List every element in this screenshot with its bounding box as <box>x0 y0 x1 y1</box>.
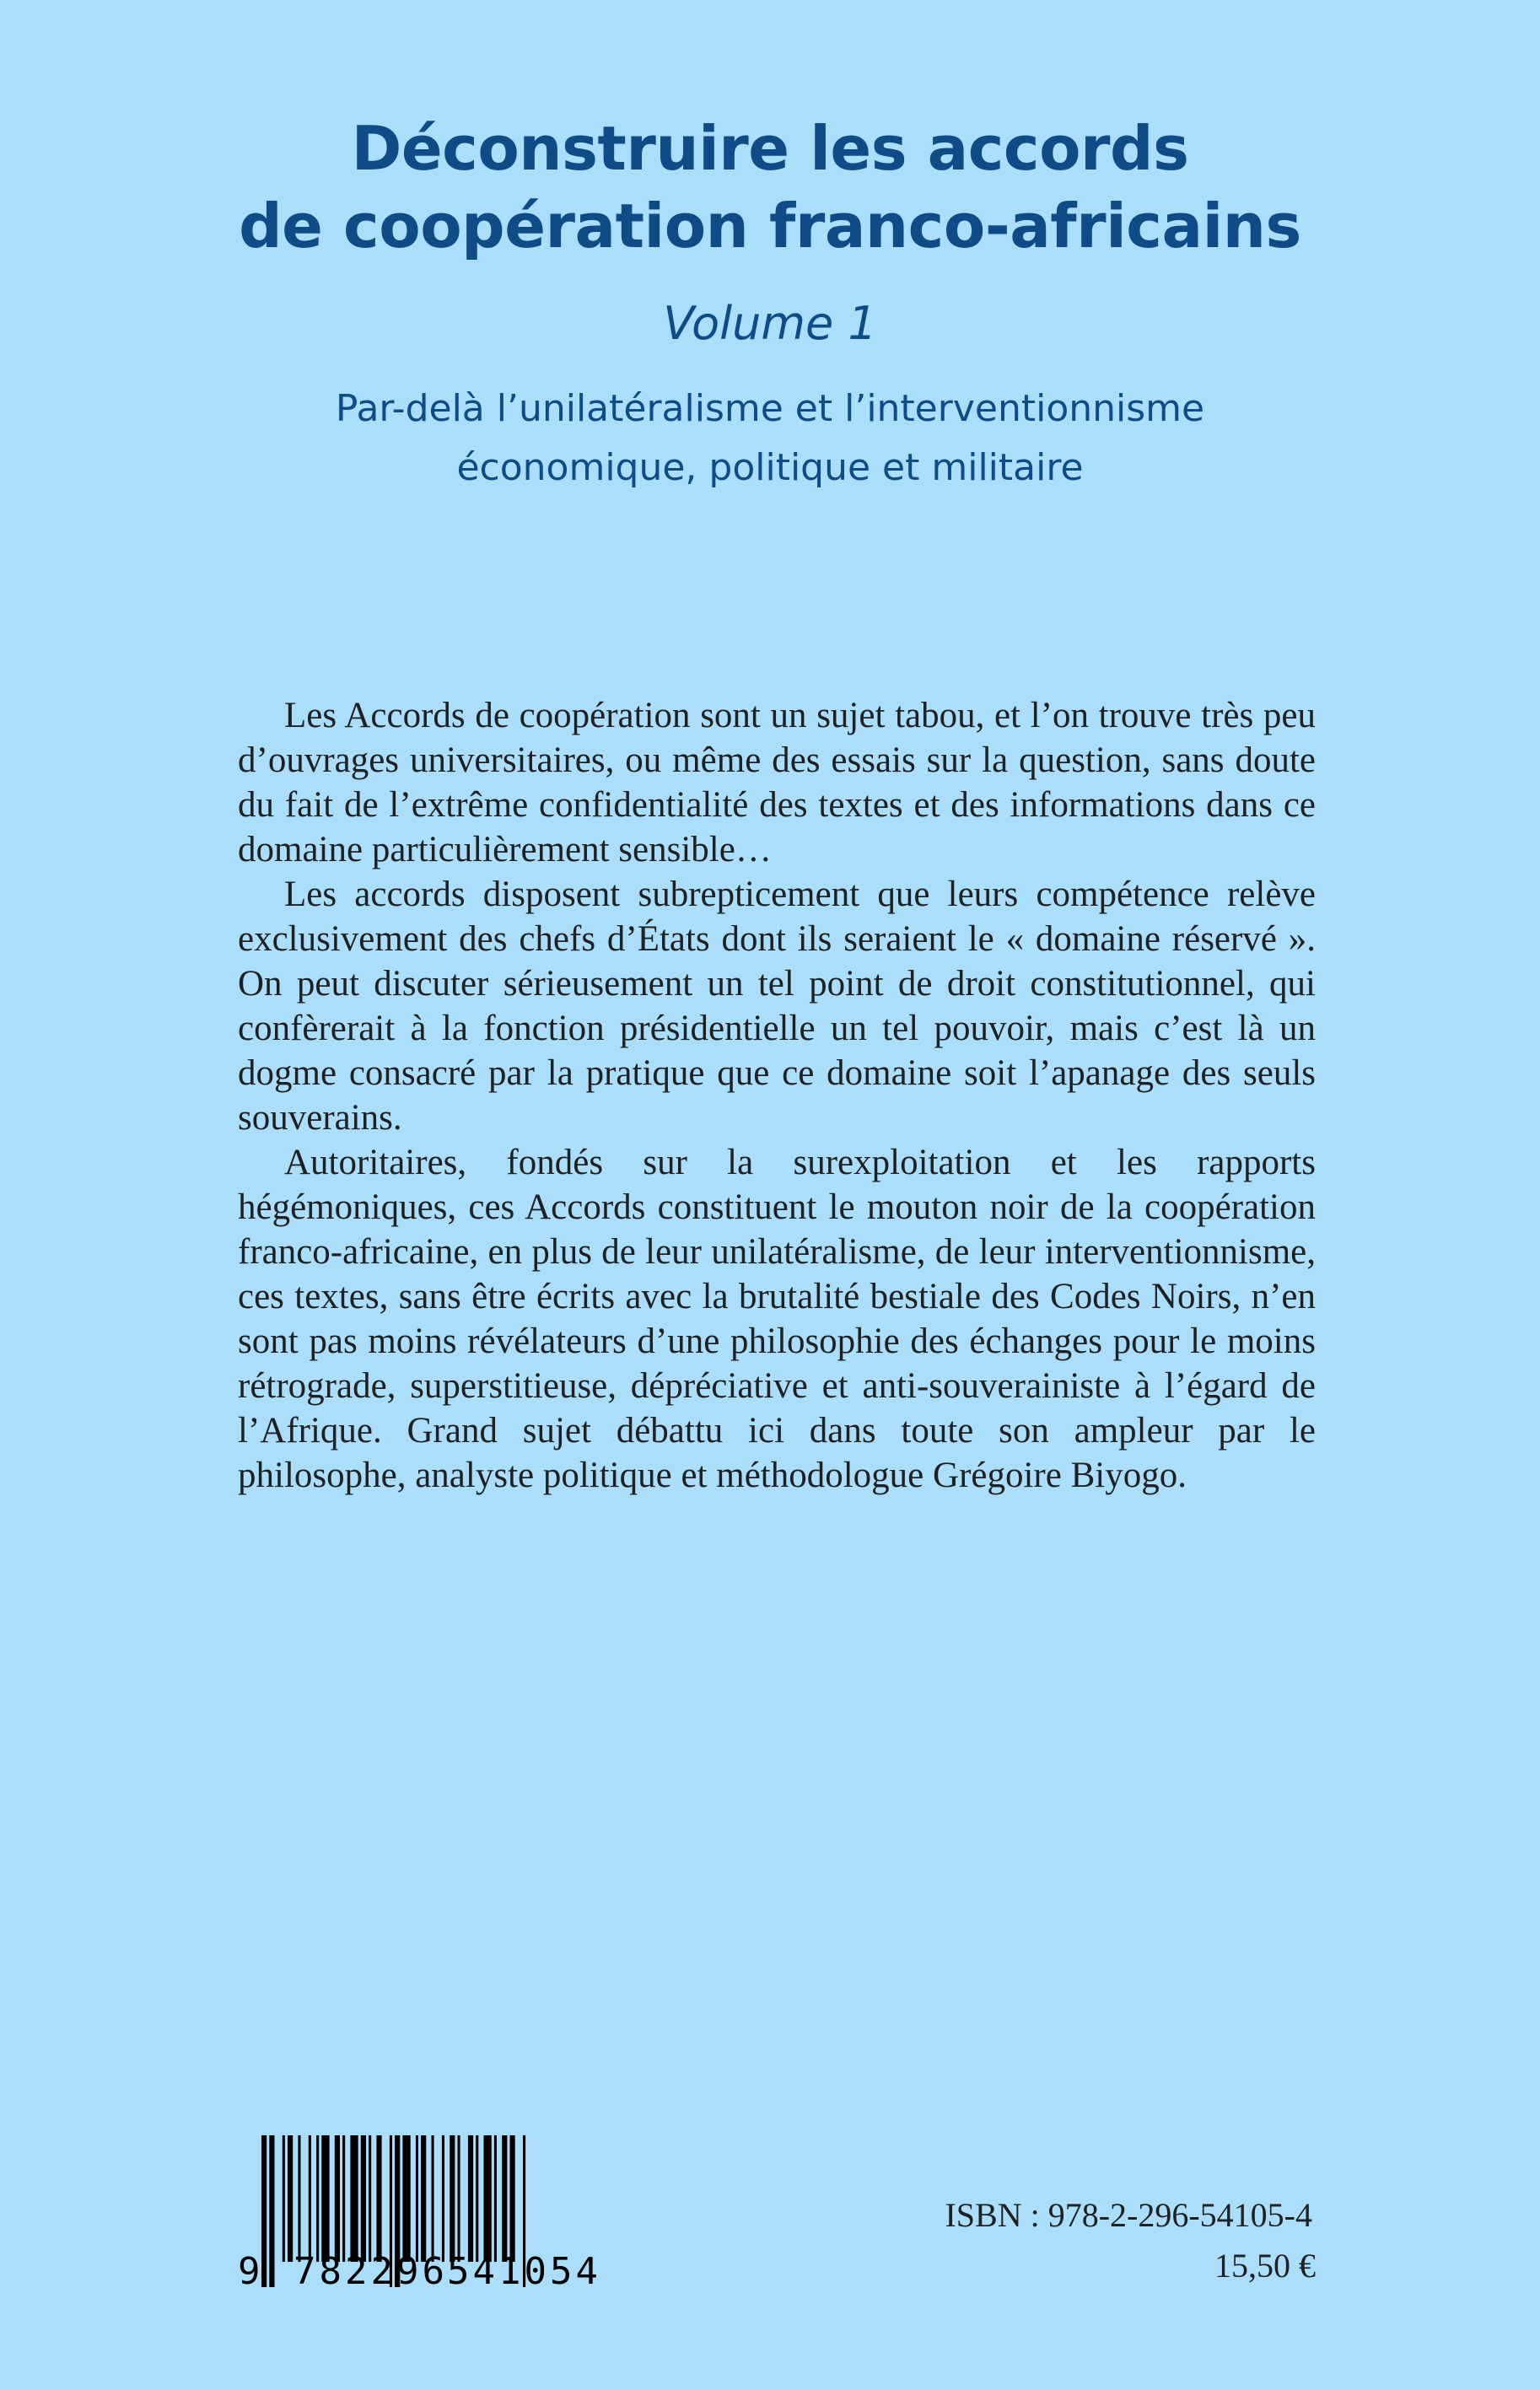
barcode-bar <box>316 2135 319 2262</box>
barcode-bar <box>476 2135 478 2262</box>
barcode-bar <box>283 2135 285 2262</box>
barcode-bar <box>510 2135 515 2262</box>
barcode-bar <box>288 2135 293 2262</box>
barcode-bar <box>502 2135 507 2262</box>
title-line-2: de coopération franco-africains <box>239 191 1301 261</box>
price: 15,50 € <box>1214 2247 1316 2285</box>
isbn-number: ISBN : 978-2-296-54105-4 <box>945 2196 1312 2234</box>
title-line-1: Déconstruire les accords <box>351 113 1189 184</box>
title-block <box>0 110 1540 498</box>
barcode-bar <box>350 2135 358 2262</box>
barcode-bar <box>269 2135 274 2287</box>
barcode-bar <box>361 2135 366 2262</box>
barcode-bar <box>402 2135 410 2262</box>
barcode-bar <box>442 2135 444 2262</box>
subtitle <box>0 379 1540 498</box>
barcode-bar <box>342 2135 345 2262</box>
subtitle-line-1: Par-delà l’unilatéralisme et l’interventionnisme <box>335 387 1205 430</box>
barcode-bar <box>450 2135 455 2262</box>
subtitle-line-2: économique, politique et militaire <box>456 446 1084 489</box>
barcode-bar <box>261 2135 267 2287</box>
barcode-digit-group-1: 782296 <box>293 2250 448 2293</box>
barcode-bar <box>458 2135 460 2262</box>
barcode-bar <box>416 2135 418 2262</box>
barcode-bar <box>494 2135 497 2262</box>
barcode-bar <box>309 2135 311 2262</box>
barcode-bar <box>468 2135 473 2262</box>
barcode-bar <box>335 2135 340 2262</box>
barcode-lead-digit: 9 <box>238 2250 261 2293</box>
blurb-paragraph-3: Autoritaires, fondés sur la surexploitation et les rapports hégémoniques, ces Accords constituent le mouton noir de la coopération franco-africaine, en plus de leur unilatéralisme, de leur interventionnisme, ces textes, sans être écrits avec la brutalité bestiale des Codes Noirs, n’en sont pas moins révélateurs d’une philosophie des échanges pour le moins rétrograde, superstitieuse, dépréciative et anti-souverainiste à l’égard de l’Afrique. Grand sujet débattu ici dans toute son ampleur par le philosophe, analyste politique et méthodologue Grégoire Biyogo. <box>238 1143 1316 1495</box>
barcode-bar <box>376 2135 381 2262</box>
blurb-paragraph-2: Les accords disposent subrepticement que leurs compétence relève exclusivement des chefs d’États dont ils seraient le « domaine réservé ». On peut discuter sérieusement un tel point de droit constitutionnel, qui confèrerait à la fonction présidentielle un tel pouvoir, mais c’est là un dogme consacré par la pratique que ce domaine soit l’apanage des seuls souverains. <box>238 875 1316 1138</box>
blurb <box>238 693 1316 1498</box>
barcode-bar <box>321 2135 329 2262</box>
volume-label: Volume 1 <box>663 297 877 350</box>
barcode-bar <box>432 2135 434 2262</box>
barcode-bar <box>421 2135 426 2262</box>
barcode-bar <box>298 2135 300 2262</box>
barcode-bar <box>369 2135 371 2262</box>
barcode-bar <box>484 2135 492 2262</box>
blurb-paragraph-1: Les Accords de coopération sont un sujet tabou, et l’on trouve très peu d’ouvrages universitaires, ou même des essais sur la question, sans doute du fait de l’extrême confidentialité des textes et des informations dans ce domaine particulièrement sensible… <box>238 696 1316 869</box>
barcode-digit-group-2: 541054 <box>447 2250 601 2293</box>
